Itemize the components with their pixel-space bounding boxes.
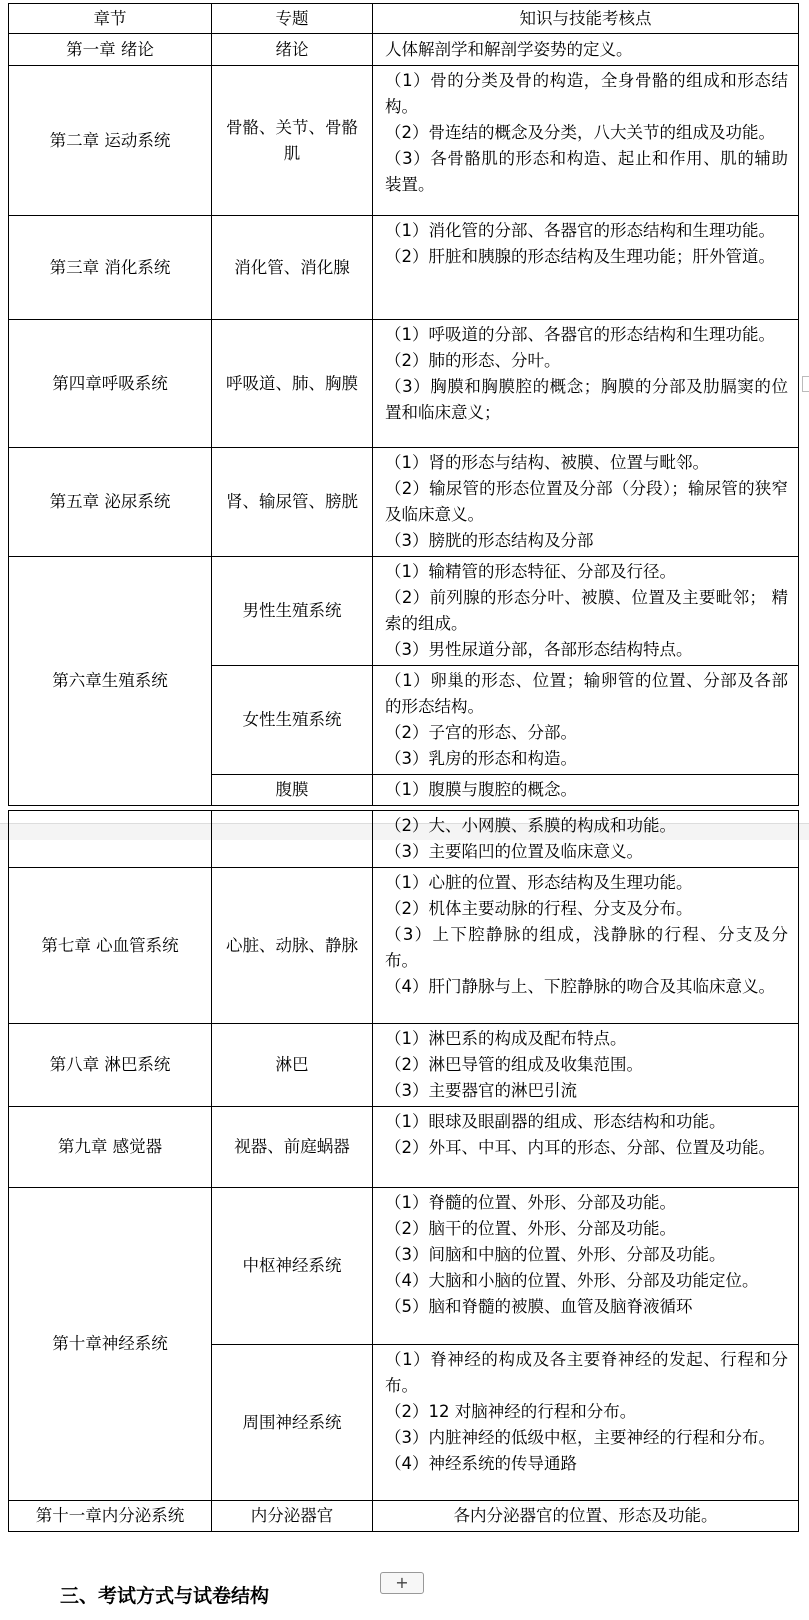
point-item: （3）膀胱的形态结构及分部 bbox=[385, 531, 594, 550]
point-item: 各内分泌器官的位置、形态及功能。 bbox=[453, 1506, 718, 1525]
chapter-cell: 第七章 心血管系统 bbox=[9, 868, 212, 1024]
header-points: 知识与技能考核点 bbox=[373, 4, 799, 34]
point-item: （3）上下腔静脉的组成，浅静脉的行程、分支及分布。 bbox=[385, 925, 788, 970]
table-row bbox=[9, 34, 799, 66]
table-row bbox=[9, 66, 799, 216]
topic-cell: 呼吸道、肺、胸膜 bbox=[212, 320, 373, 448]
header-chapter: 章节 bbox=[9, 4, 212, 34]
point-item: （2）子宫的形态、分部。 bbox=[385, 723, 577, 742]
points-cell bbox=[373, 1501, 799, 1532]
table-row bbox=[9, 216, 799, 320]
topic-cell: 视器、前庭蜗器 bbox=[212, 1107, 373, 1188]
points-cell bbox=[373, 448, 799, 557]
table-row bbox=[9, 868, 799, 1024]
point-item: （2）外耳、中耳、内耳的形态、分部、位置及功能。 bbox=[385, 1138, 775, 1157]
points-cell bbox=[373, 66, 799, 216]
point-item: （1）卵巢的形态、位置；输卵管的位置、分部及各部的形态结构。 bbox=[385, 671, 788, 716]
table-row bbox=[9, 811, 799, 868]
points-cell bbox=[373, 1345, 799, 1501]
point-item: （2）淋巴导管的组成及收集范围。 bbox=[385, 1055, 643, 1074]
point-item: （1）脊神经的构成及各主要脊神经的发起、行程和分布。 bbox=[385, 1350, 788, 1395]
topic-cell: 中枢神经系统 bbox=[212, 1188, 373, 1345]
point-item: （5）脑和脊髓的被膜、血管及脑脊液循环 bbox=[385, 1297, 693, 1316]
point-item: （3）各骨骼肌的形态和构造、起止和作用、肌的辅助装置。 bbox=[385, 149, 788, 194]
point-item: （1）骨的分类及骨的构造，全身骨骼的组成和形态结构。 bbox=[385, 71, 788, 116]
points-cell bbox=[373, 1188, 799, 1345]
point-item: （2）肺的形态、分叶。 bbox=[385, 351, 561, 370]
point-item: （2）肝脏和胰腺的形态结构及生理功能；肝外管道。 bbox=[385, 247, 775, 266]
point-item: （4）肝门静脉与上、下腔静脉的吻合及其临床意义。 bbox=[385, 977, 775, 996]
topic-cell: 女性生殖系统 bbox=[212, 666, 373, 775]
point-item: （1）脊髓的位置、外形、分部及功能。 bbox=[385, 1193, 676, 1212]
add-row-button[interactable]: + bbox=[380, 1572, 424, 1594]
point-item: （1）淋巴系的构成及配布特点。 bbox=[385, 1029, 627, 1048]
point-item: （3）胸膜和胸膜腔的概念；胸膜的分部及肋膈窦的位置和临床意义； bbox=[385, 377, 788, 422]
section-heading: 三、考试方式与试卷结构 bbox=[60, 1585, 270, 1607]
topic-cell: 心脏、动脉、静脉 bbox=[212, 868, 373, 1024]
margin-marker bbox=[802, 376, 809, 392]
topic-cell: 内分泌器官 bbox=[212, 1501, 373, 1532]
topic-cell: 腹膜 bbox=[212, 775, 373, 806]
points-cell bbox=[373, 557, 799, 666]
table-row bbox=[9, 557, 799, 666]
point-item: （1）肾的形态与结构、被膜、位置与毗邻。 bbox=[385, 453, 709, 472]
point-item: （3）内脏神经的低级中枢，主要神经的行程和分布。 bbox=[385, 1428, 775, 1447]
points-cell bbox=[373, 868, 799, 1024]
topic-cell: 绪论 bbox=[212, 34, 373, 66]
point-item: （2）前列腺的形态分叶、被膜、位置及主要毗邻； 精索的组成。 bbox=[385, 588, 788, 633]
chapter-cell: 第六章生殖系统 bbox=[9, 557, 212, 806]
table-row bbox=[9, 320, 799, 448]
point-item: （3）男性尿道分部，各部形态结构特点。 bbox=[385, 640, 693, 659]
header-topic: 专题 bbox=[212, 4, 373, 34]
point-item: （3）主要器官的淋巴引流 bbox=[385, 1081, 577, 1100]
topic-cell: 淋巴 bbox=[212, 1024, 373, 1107]
points-cell bbox=[373, 775, 799, 806]
point-item: （2）大、小网膜、系膜的构成和功能。 bbox=[385, 816, 676, 835]
point-item: 人体解剖学和解剖学姿势的定义。 bbox=[385, 39, 633, 59]
point-item: （3）主要陷凹的位置及临床意义。 bbox=[385, 842, 643, 861]
chapter-cell: 第十章神经系统 bbox=[9, 1188, 212, 1501]
table-row bbox=[9, 1107, 799, 1188]
points-cell bbox=[373, 666, 799, 775]
point-item: （3）间脑和中脑的位置、外形、分部及功能。 bbox=[385, 1245, 726, 1264]
points-cell bbox=[373, 34, 799, 66]
topic-cell: 男性生殖系统 bbox=[212, 557, 373, 666]
chapter-cell: 第四章呼吸系统 bbox=[9, 320, 212, 448]
point-item: （4）大脑和小脑的位置、外形、分部及功能定位。 bbox=[385, 1271, 759, 1290]
point-item: （2）输尿管的形态位置及分部（分段）；输尿管的狭窄及临床意义。 bbox=[385, 479, 788, 524]
point-item: （1）心脏的位置、形态结构及生理功能。 bbox=[385, 873, 693, 892]
point-item: （1）腹膜与腹腔的概念。 bbox=[385, 780, 577, 799]
point-item: （4）神经系统的传导通路 bbox=[385, 1454, 577, 1473]
chapter-cell: 第十一章内分泌系统 bbox=[9, 1501, 212, 1532]
points-cell bbox=[373, 811, 799, 868]
chapter-cell bbox=[9, 811, 212, 868]
points-cell bbox=[373, 1024, 799, 1107]
points-cell bbox=[373, 216, 799, 320]
topic-cell: 肾、输尿管、膀胱 bbox=[212, 448, 373, 557]
chapter-cell: 第二章 运动系统 bbox=[9, 66, 212, 216]
topic-cell: 周围神经系统 bbox=[212, 1345, 373, 1501]
topic-cell: 消化管、消化腺 bbox=[212, 216, 373, 320]
chapter-cell: 第八章 淋巴系统 bbox=[9, 1024, 212, 1107]
page-2 bbox=[0, 816, 809, 1620]
chapter-cell: 第九章 感觉器 bbox=[9, 1107, 212, 1188]
syllabus-table-part-1 bbox=[8, 3, 799, 806]
chapter-cell: 第三章 消化系统 bbox=[9, 216, 212, 320]
topic-cell: 骨骼、关节、骨骼肌 bbox=[212, 66, 373, 216]
point-item: （1）消化管的分部、各器官的形态结构和生理功能。 bbox=[385, 221, 775, 240]
topic-cell bbox=[212, 811, 373, 868]
point-item: （1）呼吸道的分部、各器官的形态结构和生理功能。 bbox=[385, 325, 775, 344]
table-header-row bbox=[9, 4, 799, 34]
table-row bbox=[9, 1501, 799, 1532]
points-cell bbox=[373, 320, 799, 448]
point-item: （2）机体主要动脉的行程、分支及分布。 bbox=[385, 899, 693, 918]
point-item: （1）输精管的形态特征、分部及行径。 bbox=[385, 562, 676, 581]
point-item: （2）脑干的位置、外形、分部及功能。 bbox=[385, 1219, 676, 1238]
table-row bbox=[9, 1188, 799, 1345]
point-item: （3）乳房的形态和构造。 bbox=[385, 749, 577, 768]
point-item: （2）骨连结的概念及分类，八大关节的组成及功能。 bbox=[385, 123, 775, 142]
table-row bbox=[9, 1024, 799, 1107]
points-cell bbox=[373, 1107, 799, 1188]
point-item: （2）12 对脑神经的行程和分布。 bbox=[385, 1402, 637, 1421]
point-item: （1）眼球及眼副器的组成、形态结构和功能。 bbox=[385, 1112, 726, 1131]
syllabus-table-part-2 bbox=[8, 810, 799, 1532]
table-row bbox=[9, 448, 799, 557]
chapter-cell: 第五章 泌尿系统 bbox=[9, 448, 212, 557]
chapter-cell: 第一章 绪论 bbox=[9, 34, 212, 66]
